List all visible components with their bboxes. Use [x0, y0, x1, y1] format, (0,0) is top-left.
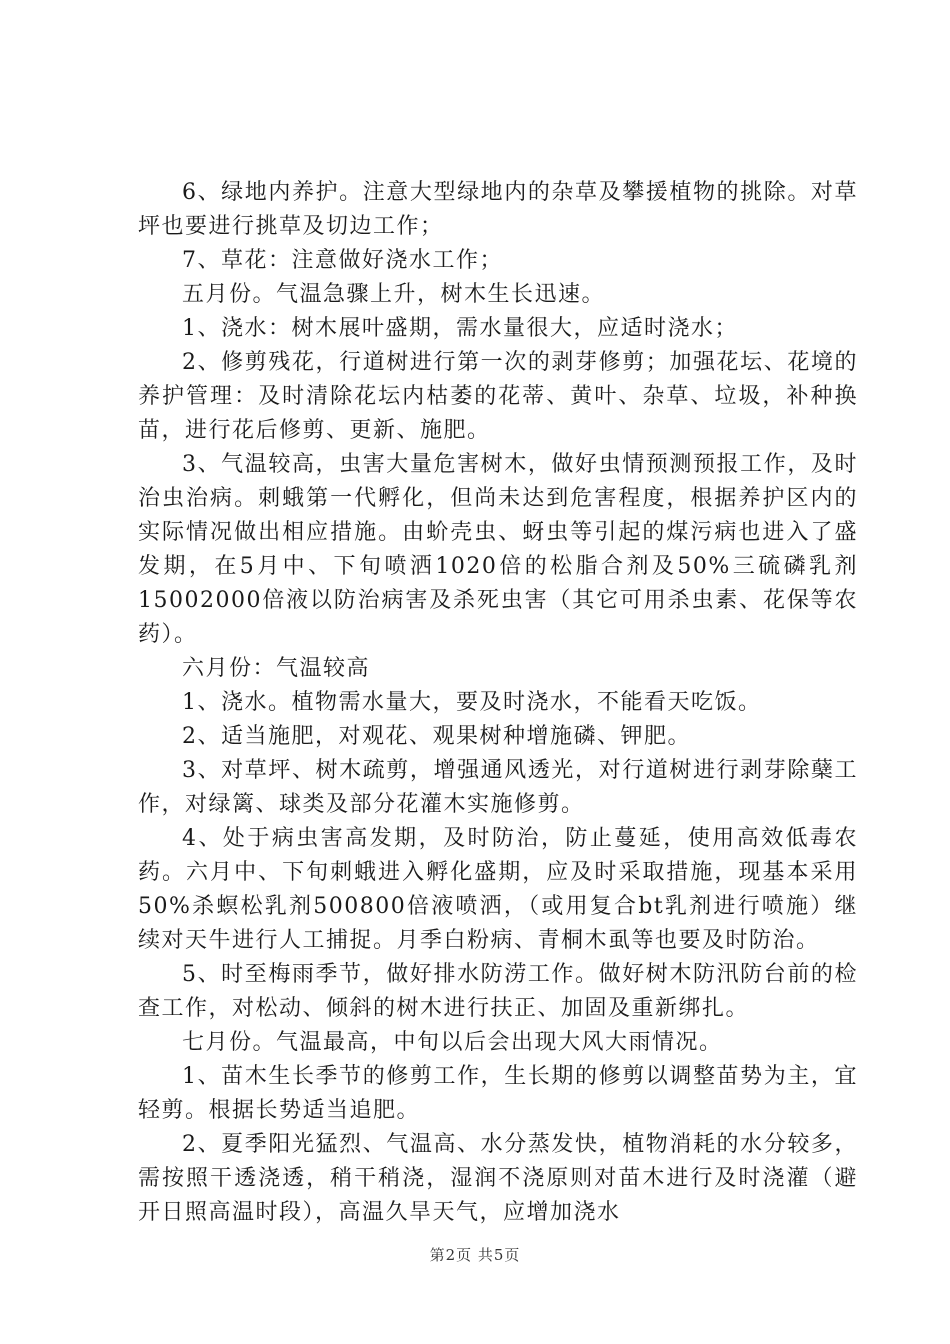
paragraph: 1、浇水。植物需水量大，要及时浇水，不能看天吃饭。 — [182, 690, 762, 715]
paragraph: 7、草花：注意做好浇水工作； — [182, 248, 503, 273]
section-heading-may: 五月份。气温急骤上升，树木生长迅速。 — [182, 282, 606, 307]
section-heading-july: 七月份。气温最高，中旬以后会出现大风大雨情况。 — [182, 1030, 723, 1055]
paragraph: 2、适当施肥，对观花、观果树种增施磷、钾肥。 — [182, 724, 691, 749]
paragraph: 2、修剪残花，行道树进行第一次的剥芽修剪；加强花坛、花境的养护管理：及时清除花坛内枯萎的花蒂、黄叶、杂草、垃圾，补种换苗，进行花后修剪、更新、施肥。 — [138, 350, 858, 443]
paragraph: 1、浇水：树木展叶盛期，需水量很大，应适时浇水； — [182, 316, 738, 341]
page-number-footer: 第2页 共5页 — [429, 1246, 521, 1264]
paragraph: 3、气温较高，虫害大量危害树木，做好虫情预测预报工作，及时治虫治病。刺蛾第一代孵化，但尚未达到危害程度，根据养护区内的实际情况做出相应措施。由蚧壳虫、蚜虫等引起的煤污病也进入了盛发期，在5月中、下旬喷洒1020倍的松脂合剂及50%三硫磷乳剂15002000倍液以防治病害及杀死虫害（其它可用杀虫素、花保等农药）。 — [138, 452, 858, 647]
paragraph: 5、时至梅雨季节，做好排水防涝工作。做好树木防汛防台前的检查工作，对松动、倾斜的树木进行扶正、加固及重新绑扎。 — [138, 962, 858, 1021]
paragraph: 4、处于病虫害高发期，及时防治，防止蔓延，使用高效低毒农药。六月中、下旬刺蛾进入孵化盛期，应及时采取措施，现基本采用50%杀螟松乳剂500800倍液喷洒，（或用复合bt乳剂进行喷施）继续对天牛进行人工捕捉。月季白粉病、青桐木虱等也要及时防治。 — [138, 826, 858, 953]
paragraph: 3、对草坪、树木疏剪，增强通风透光，对行道树进行剥芽除蘖工作，对绿篱、球类及部分花灌木实施修剪。 — [138, 758, 858, 817]
paragraph: 6、绿地内养护。注意大型绿地内的杂草及攀援植物的挑除。对草坪也要进行挑草及切边工作； — [138, 180, 858, 239]
paragraph: 2、夏季阳光猛烈、气温高、水分蒸发快，植物消耗的水分较多，需按照干透浇透，稍干稍浇，湿润不浇原则对苗木进行及时浇灌（避开日照高温时段），高温久旱天气，应增加浇水 — [138, 1132, 858, 1225]
section-heading-june: 六月份：气温较高 — [182, 656, 371, 681]
document-body — [138, 176, 858, 1230]
paragraph: 1、苗木生长季节的修剪工作，生长期的修剪以调整苗势为主，宜轻剪。根据长势适当追肥。 — [138, 1064, 858, 1123]
